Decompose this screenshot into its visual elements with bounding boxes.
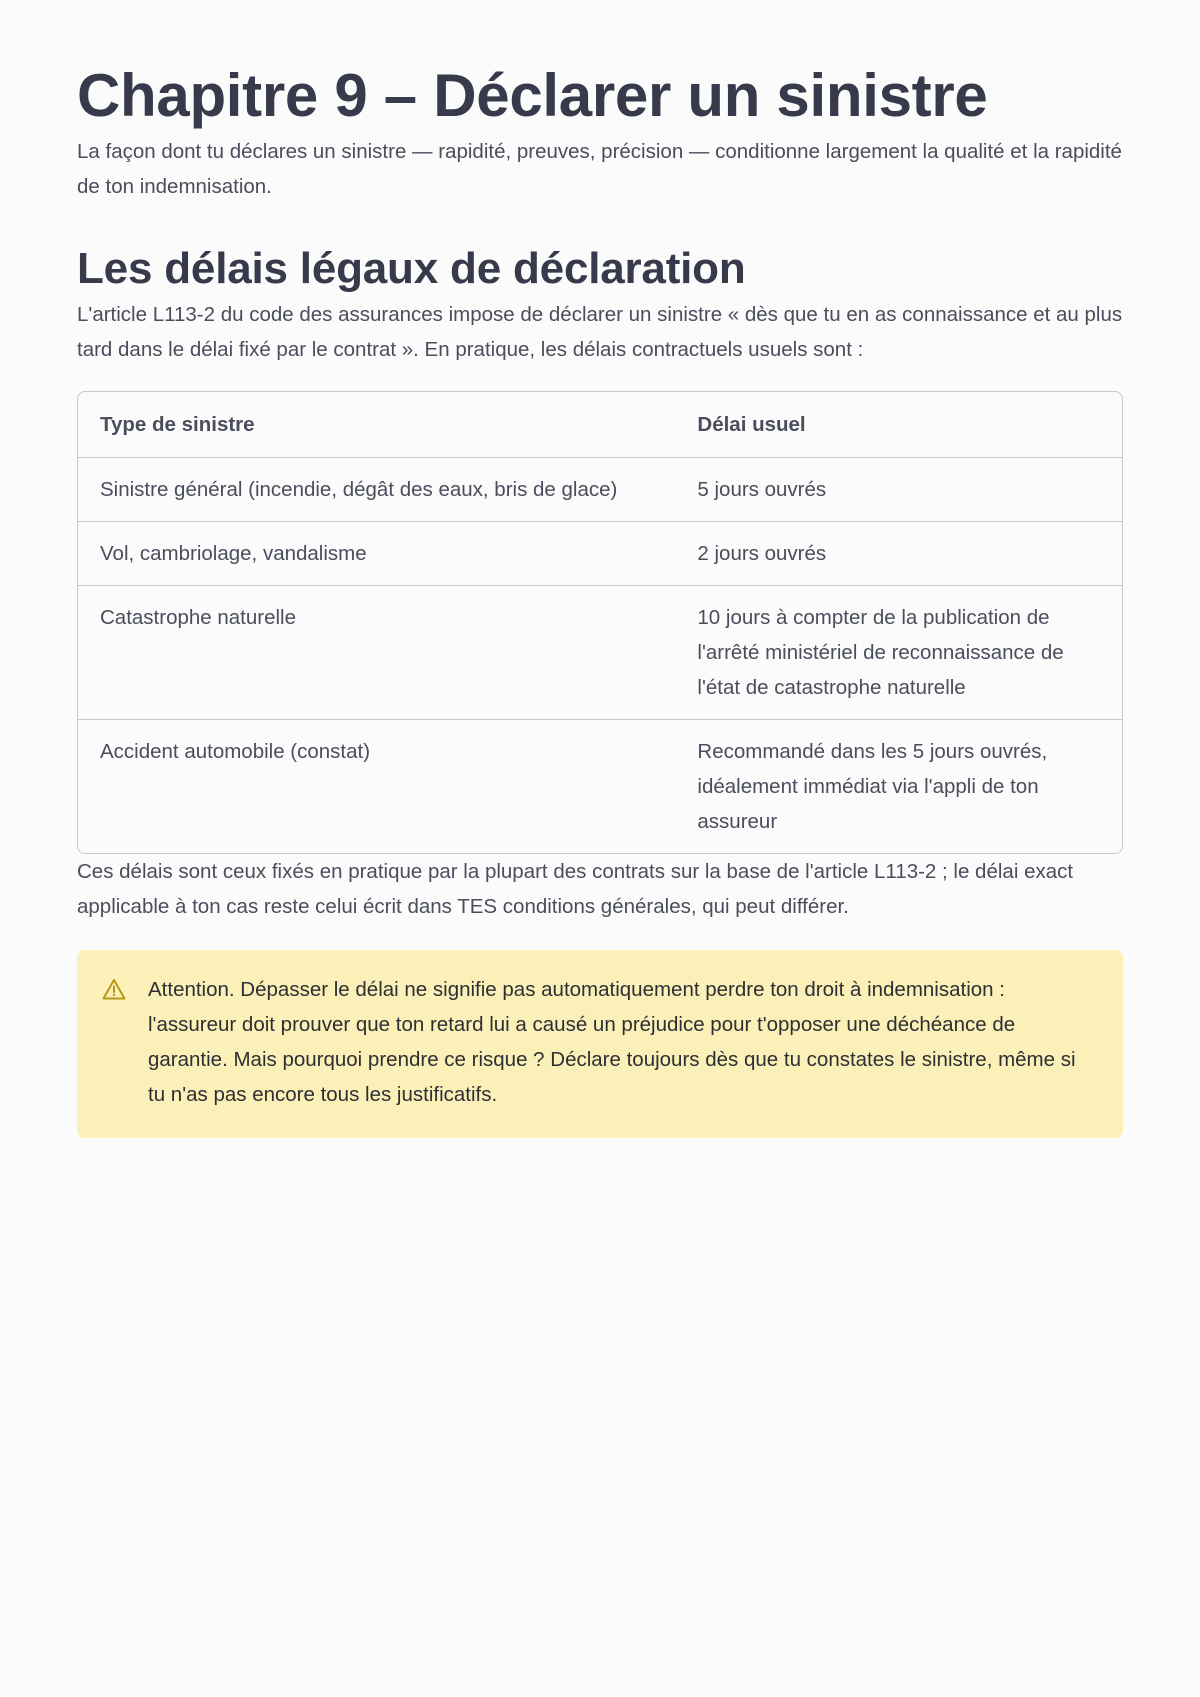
table-row [78,586,1122,720]
cell-delay: 10 jours à compter de la publication de l'arrêté ministériel de reconnaissance de l'état de catastrophe naturelle [697,606,1064,699]
table-row [78,522,1122,586]
table-header-row [78,392,1122,458]
warning-icon [102,978,126,1000]
page-title: Chapitre 9 – Déclarer un sinistre [77,62,988,129]
cell-delay: 2 jours ouvrés [697,542,827,565]
note-paragraph: Ces délais sont ceux fixés en pratique par la plupart des contrats sur la base de l'article L113-2 ; le délai exact applicable à ton cas reste celui écrit dans TES conditions générales, qui peut différer. [77,860,1074,918]
cell-delay: 5 jours ouvrés [697,478,827,501]
intro-paragraph: La façon dont tu déclares un sinistre — rapidité, preuves, précision — conditionne largement la qualité et la rapidité de ton indemnisation. [77,140,1122,198]
table-row [78,458,1122,522]
deadlines-table [77,391,1123,854]
header-delay: Délai usuel [697,413,806,436]
warning-callout [77,950,1123,1138]
section-heading: Les délais légaux de déclaration [77,244,746,293]
cell-type: Vol, cambriolage, vandalisme [100,542,367,565]
cell-type: Sinistre général (incendie, dégât des eaux, bris de glace) [100,478,618,501]
cell-type: Accident automobile (constat) [100,740,371,763]
header-type: Type de sinistre [100,413,255,436]
warning-text: Attention. Dépasser le délai ne signifie pas automatiquement perdre ton droit à indemnisation : l'assureur doit prouver que ton retard lui a causé un préjudice pour t'opposer une déchéance de garantie. Mais pourquoi prendre ce risque ? Déclare toujours dès que tu constates le sinistre, même si tu n'as pas encore tous les justificatifs. [148,978,1076,1106]
cell-type: Catastrophe naturelle [100,606,297,629]
table-row [78,720,1122,854]
cell-delay: Recommandé dans les 5 jours ouvrés, idéalement immédiat via l'appli de ton assureur [697,740,1048,833]
law-paragraph: L'article L113-2 du code des assurances impose de déclarer un sinistre « dès que tu en as connaissance et au plus tard dans le délai fixé par le contrat ». En pratique, les délais contractuels usuels sont : [77,303,1123,361]
